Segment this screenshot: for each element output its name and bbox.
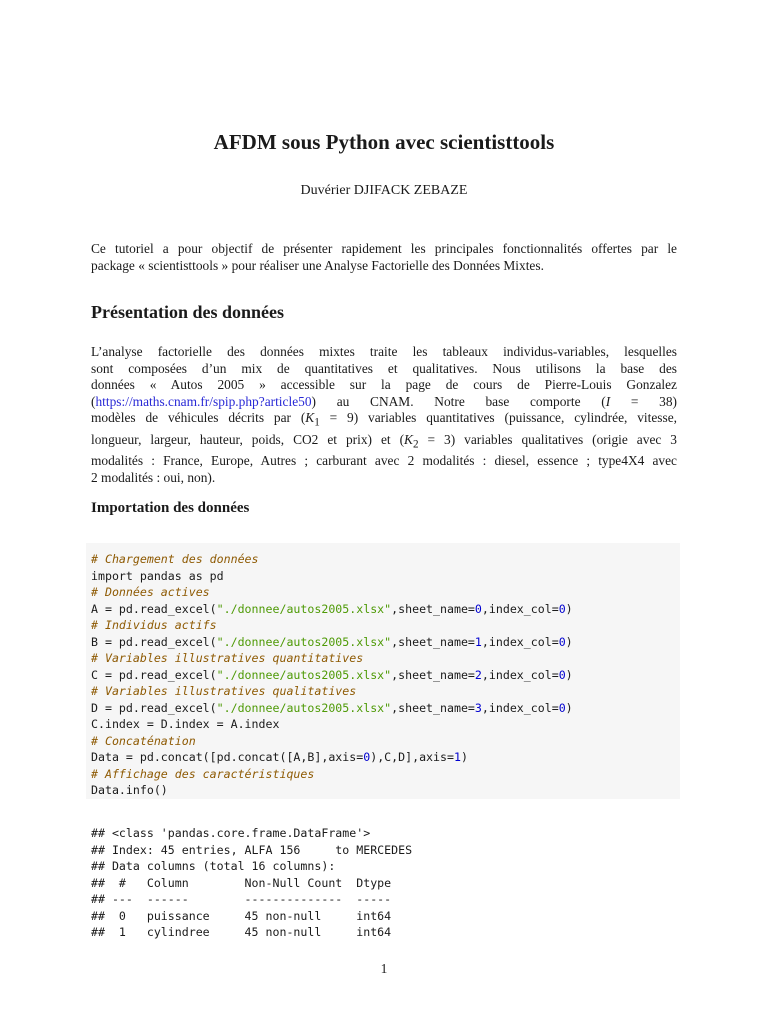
intro-line: package « scientisttools » pour réaliser une Analyse Factorielle des Données Mixtes. [91,257,544,273]
body-line: longueur, largeur, hauteur, poids, CO2 et prix) et $(K_2 = 3)$ variables qualitatives (origie avec 3 [91,431,677,451]
code-line: Data.info() [91,783,168,797]
output-line: ## Index: 45 entries, ALFA 156 to MERCEDES [91,842,413,857]
author-name: Duvérier DJIFACK ZEBAZE [300,183,468,198]
section-heading: Présentation des données [91,302,284,322]
output-line: ## <class 'pandas.core.frame.DataFrame'> [91,826,371,840]
output-line: ## --- ------ -------------- ----- [91,892,392,906]
body-line: données « Autos 2005 » accessible sur la page de cours de Pierre-Louis Gonzalez [91,377,677,393]
cnam-course-link[interactable]: https://maths.cnam.fr/spip.php?article50 [95,393,312,409]
code-comment: # Affichage des caractéristiques [91,766,315,781]
page-number: 1 [380,961,388,976]
code-comment: # Variables illustratives qualitatives [91,684,357,698]
intro-paragraph [91,241,677,274]
code-comment: # Individus actifs [91,618,217,632]
output-line: ## 0 puissance 45 non-null int64 [91,908,392,923]
body-line: (https://maths.cnam.fr/spip.php?article50) au CNAM. Notre base comporte (I = 38) [91,393,677,409]
code-comment: # Variables illustratives quantitatives [91,651,364,665]
body-line: modalités : France, Europe, Autres ; carburant avec 2 modalités : diesel, essence ; type4X4 avec [91,452,677,468]
subsection-heading: Importation des données [91,500,250,516]
document-title: AFDM sous Python avec scientisttools [213,130,555,154]
body-line: sont composées d’un mix de quantitatives et qualitatives. Nous utilisons la base des [91,360,677,376]
intro-line: Ce tutoriel a pour objectif de présenter rapidement les principales fonctionnalités offertes par le [91,241,677,256]
body-line: L’analyse factorielle des données mixtes traite les tableaux individus-variables, lesquelles [91,344,677,359]
output-line: ## Data columns (total 16 columns): [91,859,336,873]
code-block[interactable]: # Chargement des données import pandas as pd # Données actives A = pd.read_excel("./donnee/autos2005.xlsx",sheet_name=0,index_col=0) # Individus actifs B = pd.read_excel("./donnee/autos2005.xlsx",sheet_name=1,index_col=0) # Variables illustratives quantitatives C = pd.read_excel("./donnee/autos2005.xlsx",sheet_name=2,index_col=0) # Variables illustratives qualitatives D = pd.read_excel("./donnee/autos2005.xlsx",sheet_name=3,index_col=0) C.index = D.index = A.index # Concaténation Data = pd.concat([pd.concat([A,B],axis=0),C,D],axis=1) # Affichage des caractéristiques Data.info() [86,543,680,799]
output-line: ## # Column Non-Null Count Dtype [91,875,392,890]
console-output [91,825,412,941]
code-comment: # Concaténation [91,733,196,748]
output-line: ## 1 cylindree 45 non-null int64 [91,925,392,939]
code-line: import pandas as pd [91,568,224,583]
code-comment: # Chargement des données [91,552,259,566]
code-comment: # Données actives [91,585,210,599]
code-line: C.index = D.index = A.index [91,717,280,731]
data-presentation-paragraph [91,344,677,486]
body-line: modèles de véhicules décrits par $(K_1 = 9)$ variables quantitatives (puissance, cylindrée, vitesse, [91,410,677,430]
body-line: 2 modalités : oui, non). [91,469,216,485]
